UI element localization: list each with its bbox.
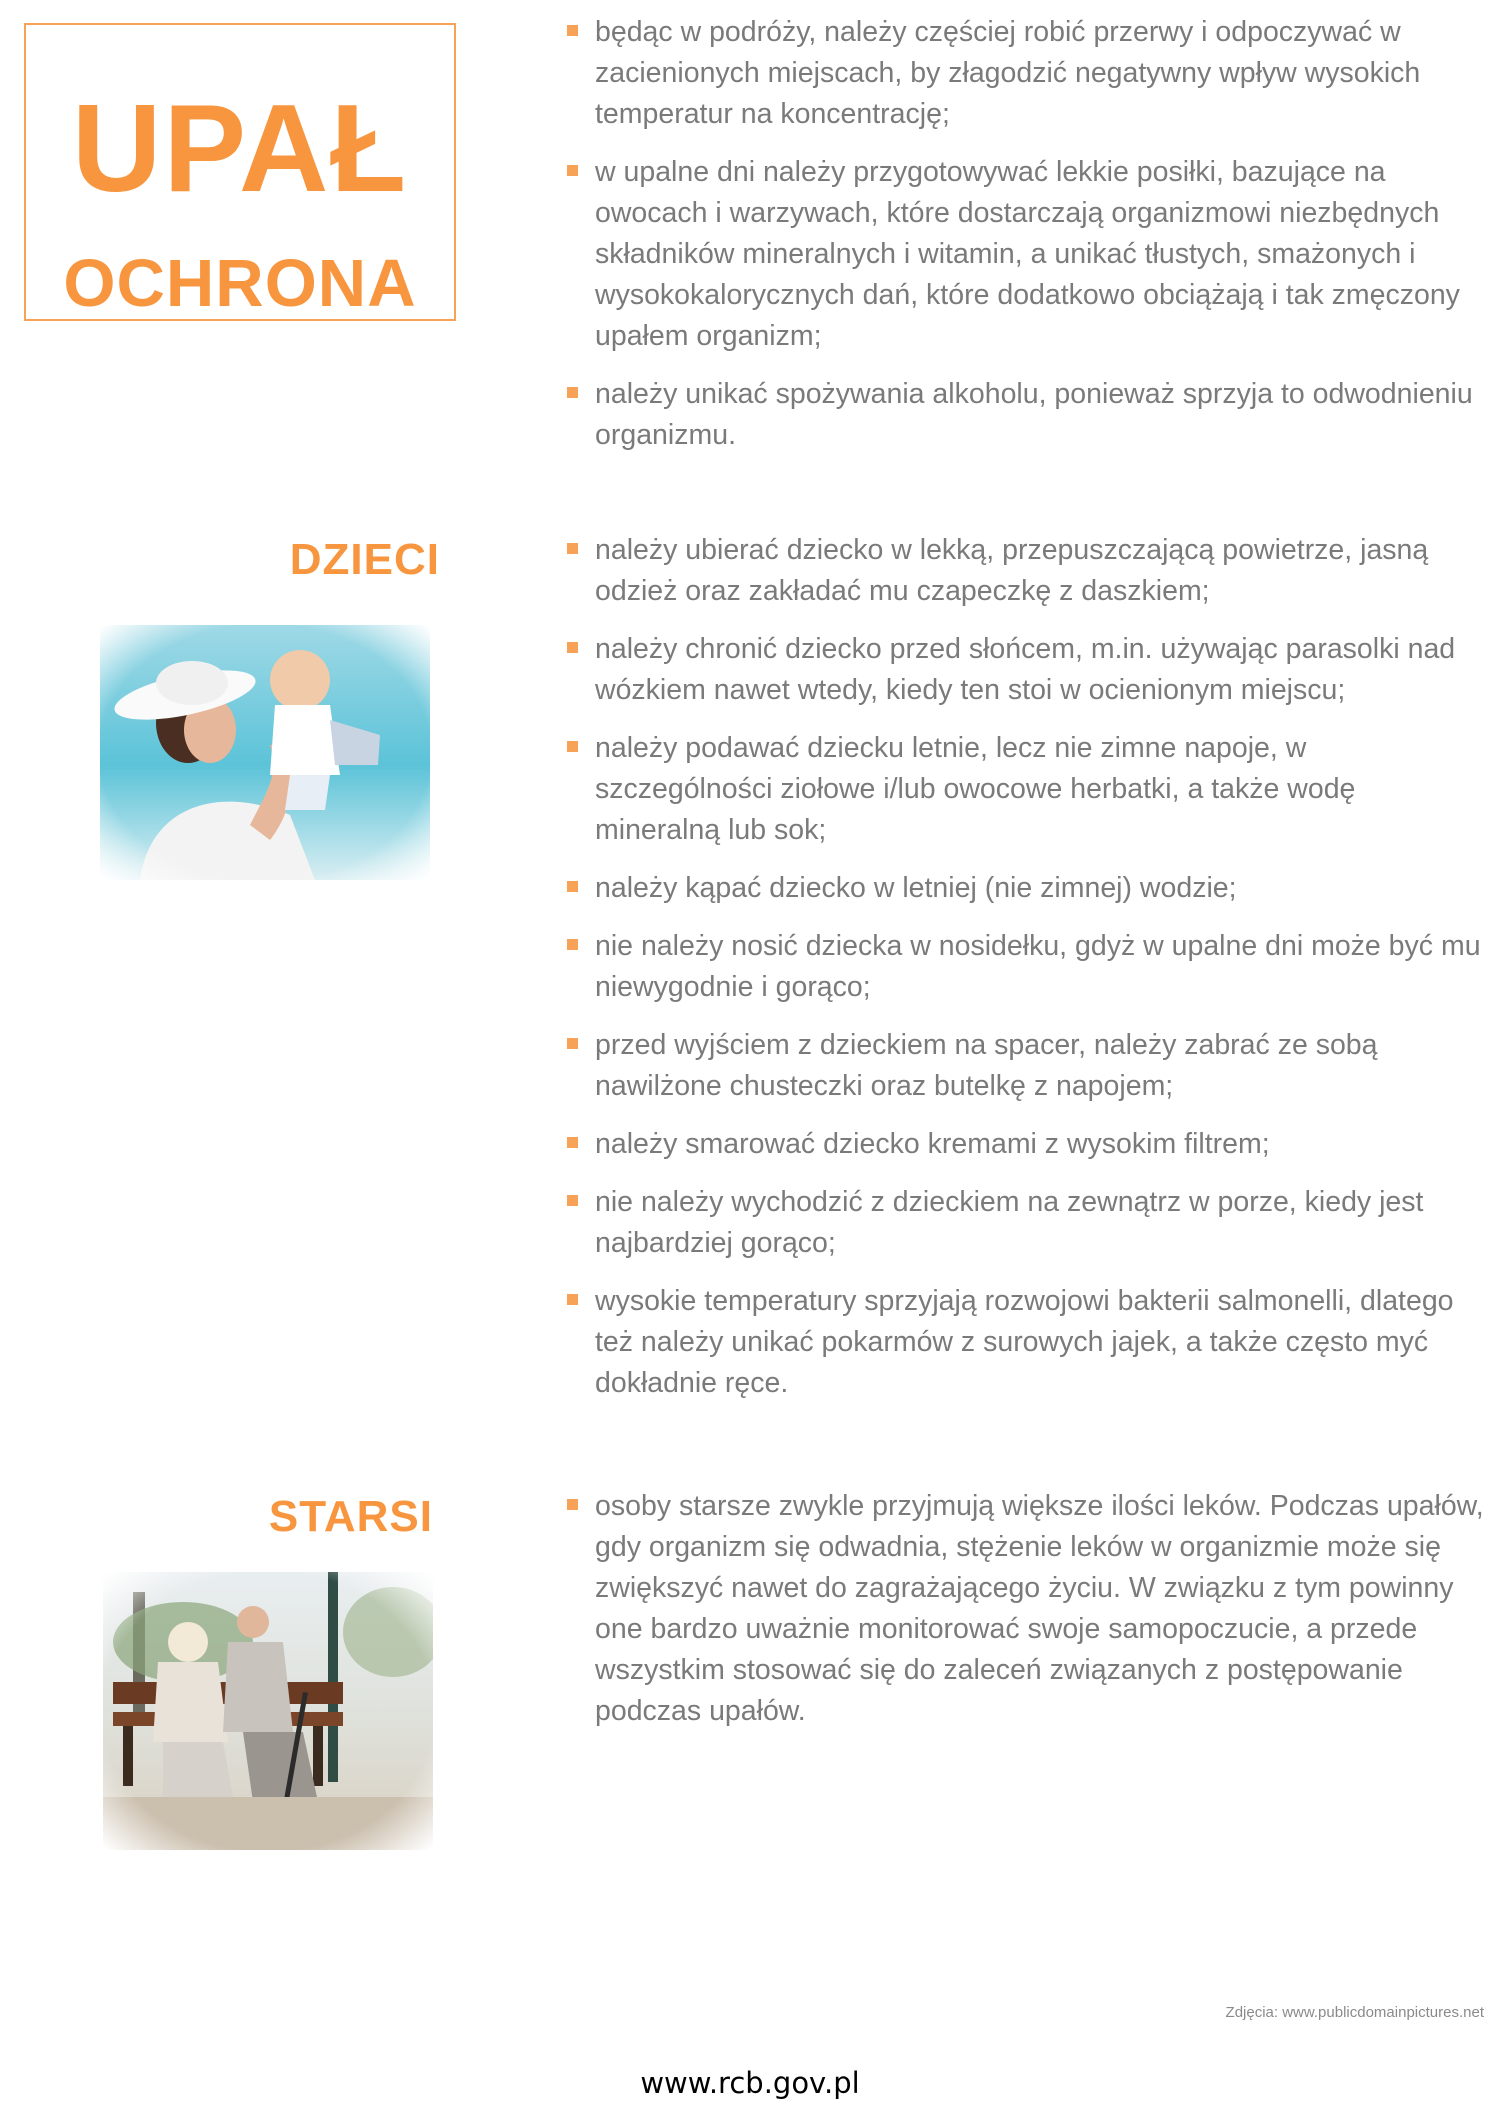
- list-item: przed wyjściem z dzieckiem na spacer, należy zabrać ze sobą nawilżone chusteczki oraz butelkę z napojem;: [565, 1025, 1485, 1107]
- title-main: UPAŁ: [71, 80, 409, 218]
- list-item: należy podawać dziecku letnie, lecz nie zimne napoje, w szczególności ziołowe i/lub owocowe herbatki, a także wodę mineralną lub sok;: [565, 728, 1485, 851]
- bullet-square-icon: [567, 25, 578, 36]
- list-item: nie należy nosić dziecka w nosidełku, gdyż w upalne dni może być mu niewygodnie i gorąco;: [565, 926, 1485, 1008]
- list-item: osoby starsze zwykle przyjmują większe ilości leków. Podczas upałów, gdy organizm się odwadnia, stężenie leków w organizmie może się zwiększyć nawet do zagrażającego życiu. W związku z tym powinny one bardzo uważnie monitorować swoje samopoczucie, a przede wszystkim stosować się do zaleceń związanych z postępowanie podczas upałów.: [565, 1486, 1485, 1732]
- bullet-square-icon: [567, 387, 578, 398]
- bullet-square-icon: [567, 939, 578, 950]
- bullet-square-icon: [567, 881, 578, 892]
- list-item: należy ubierać dziecko w lekką, przepuszczającą powietrze, jasną odzież oraz zakładać mu czapeczkę z daszkiem;: [565, 530, 1485, 612]
- title-box: [24, 23, 456, 321]
- list-item: należy smarować dziecko kremami z wysokim filtrem;: [565, 1124, 1485, 1165]
- list-item: należy chronić dziecko przed słońcem, m.in. używając parasolki nad wózkiem nawet wtedy, kiedy ten stoi w ocienionym miejscu;: [565, 629, 1485, 711]
- bullet-square-icon: [567, 1294, 578, 1305]
- elderly-couple-on-bench-photo: [103, 1572, 433, 1850]
- list-item: wysokie temperatury sprzyjają rozwojowi bakterii salmonelli, dlatego też należy unikać pokarmów z surowych jajek, a także często myć dokładnie ręce.: [565, 1281, 1485, 1404]
- bullet-square-icon: [567, 1038, 578, 1049]
- bullet-square-icon: [567, 1499, 578, 1510]
- list-item: należy kąpać dziecko w letniej (nie zimnej) wodzie;: [565, 868, 1485, 909]
- footer-url: www.rcb.gov.pl: [640, 2066, 860, 2100]
- children-list: [565, 530, 1485, 1421]
- photo-credit: Zdjęcia: www.publicdomainpictures.net: [1225, 2004, 1484, 2021]
- list-item: będąc w podróży, należy częściej robić przerwy i odpoczywać w zacienionych miejscach, by złagodzić negatywny wpływ wysokich temperatur na koncentrację;: [565, 12, 1485, 135]
- list-item: w upalne dni należy przygotowywać lekkie posiłki, bazujące na owocach i warzywach, które dostarczają organizmowi niezbędnych składników mineralnych i witamin, a unikać tłustych, smażonych i wysokokalorycznych dań, które dodatkowo obciążają i tak zmęczony upałem organizm;: [565, 152, 1485, 357]
- bullet-square-icon: [567, 165, 578, 176]
- bullet-square-icon: [567, 741, 578, 752]
- bullet-square-icon: [567, 642, 578, 653]
- title-subtitle: OCHRONA: [63, 246, 417, 321]
- bullet-square-icon: [567, 543, 578, 554]
- section-heading-children: DZIECI: [289, 535, 440, 584]
- list-item: nie należy wychodzić z dzieckiem na zewnątrz w porze, kiedy jest najbardziej gorąco;: [565, 1182, 1485, 1264]
- section-heading-elderly: STARSI: [268, 1492, 433, 1541]
- mother-with-baby-photo: [100, 625, 430, 880]
- bullet-square-icon: [567, 1137, 578, 1148]
- elderly-list: [565, 1486, 1485, 1749]
- list-item: należy unikać spożywania alkoholu, ponieważ sprzyja to odwodnieniu organizmu.: [565, 374, 1485, 456]
- intro-list: [565, 12, 1485, 473]
- bullet-square-icon: [567, 1195, 578, 1206]
